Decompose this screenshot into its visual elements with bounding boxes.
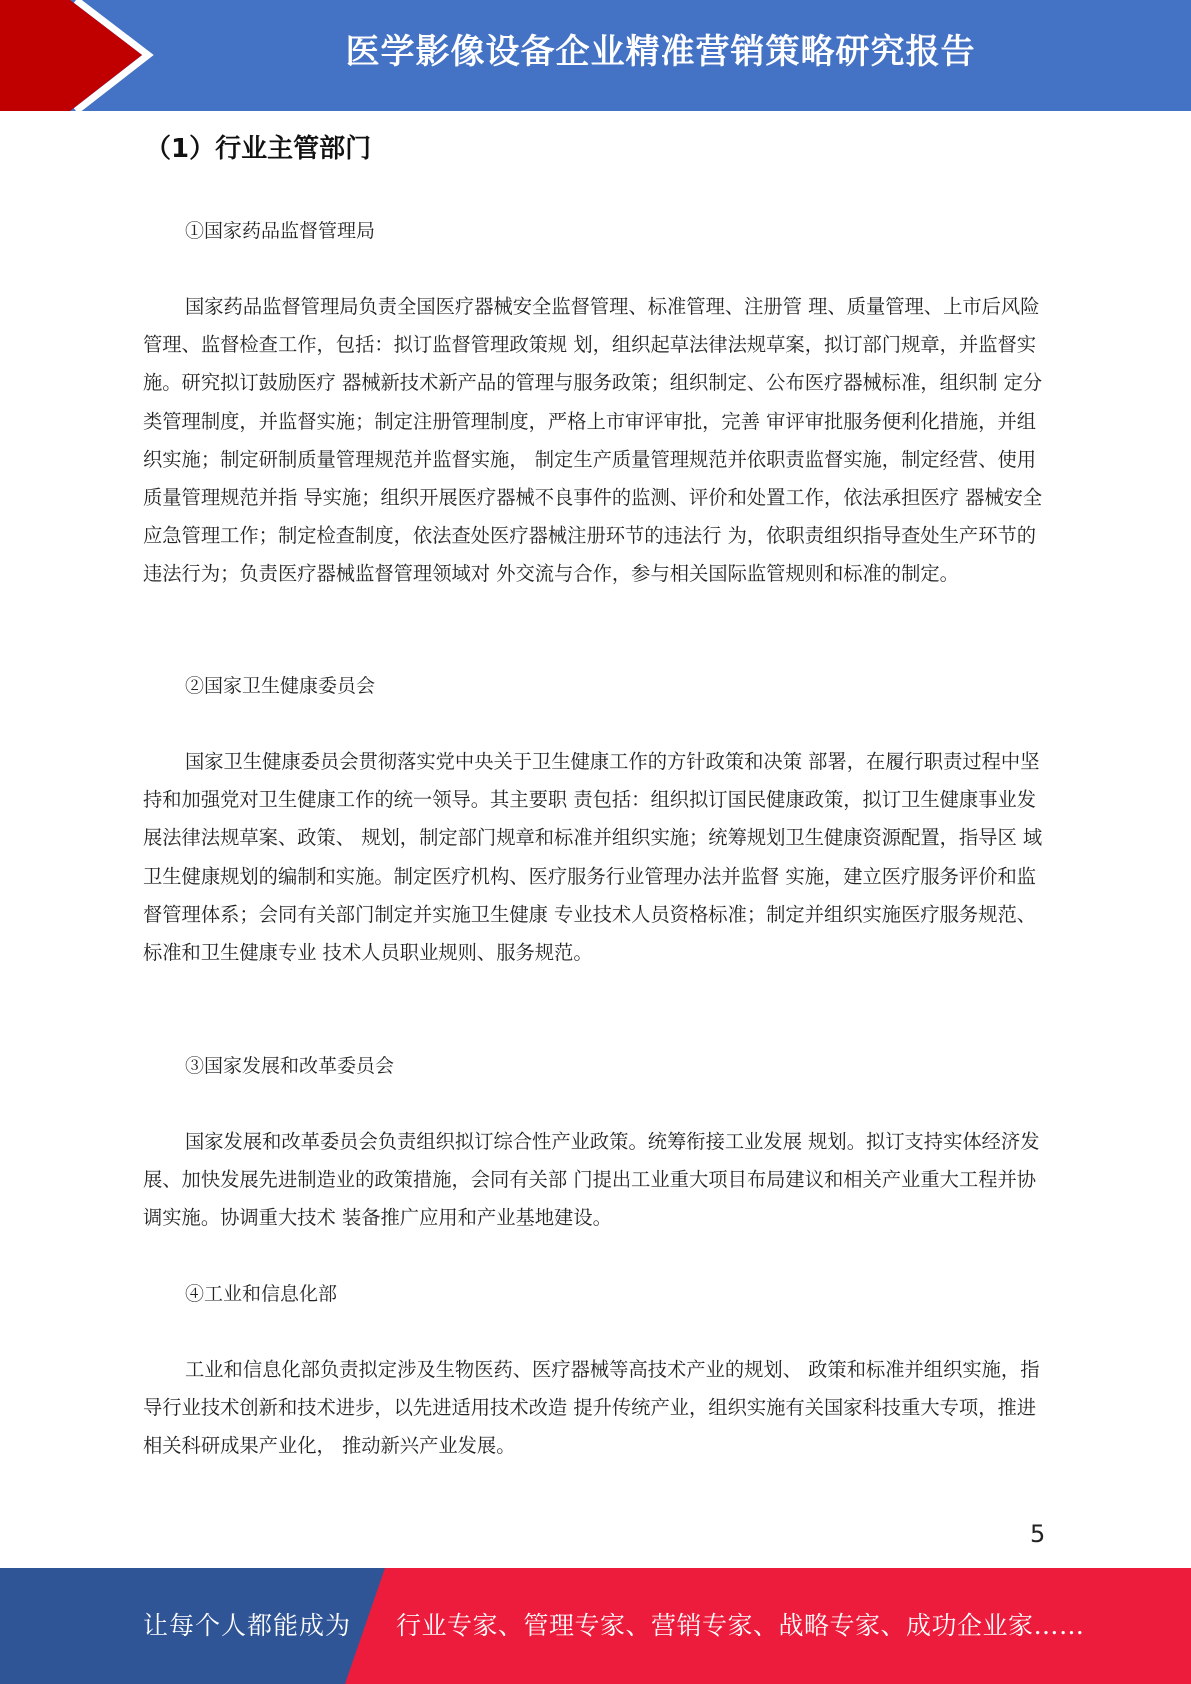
header-red-arrow bbox=[0, 0, 142, 111]
subheading-ndrc: ③国家发展和改革委员会 bbox=[185, 1055, 395, 1077]
page-number: 5 bbox=[1030, 1520, 1046, 1548]
paragraph-nhc: 国家卫生健康委员会贯彻落实党中央关于卫生健康工作的方针政策和决策 部署，在履行职责过程中坚持和加强党对卫生健康工作的统一领导。其主要职 责包括：组织拟订国民健康政策，拟订卫生健康事业发展法律法规草案、政策、 规划，制定部门规章和标准并组织实施；统筹规划卫生健康资源配置，指导区 域卫生健康规划的编制和实施。制定医疗机构、医疗服务行业管理办法并监督 实施，建立医疗服务评价和监督管理体系；会同有关部门制定并实施卫生健康 专业技术人员资格标准；制定并组织实施医疗服务规范、标准和卫生健康专业 技术人员职业规则、服务规范。 bbox=[143, 750, 1043, 965]
page-header bbox=[0, 0, 1191, 111]
report-title: 医学影像设备企业精准营销策略研究报告 bbox=[345, 32, 976, 72]
subheading-nhc: ②国家卫生健康委员会 bbox=[185, 675, 376, 697]
paragraph-ndrc: 国家发展和改革委员会负责组织拟订综合性产业政策。统筹衔接工业发展 规划。拟订支持实体经济发展、加快发展先进制造业的政策措施，会同有关部 门提出工业重大项目布局建议和相关产业重大工程并协调实施。协调重大技术 装备推广应用和产业基地建设。 bbox=[143, 1130, 1040, 1230]
subheading-miit: ④工业和信息化部 bbox=[185, 1283, 338, 1305]
page-footer bbox=[0, 1568, 1191, 1684]
subheading-nmpa: ①国家药品监督管理局 bbox=[185, 220, 376, 242]
paragraph-miit: 工业和信息化部负责拟定涉及生物医药、医疗器械等高技术产业的规划、 政策和标准并组织实施，指导行业技术创新和技术进步，以先进适用技术改造 提升传统产业，组织实施有关国家科技重大专项，推进相关科研成果产业化， 推动新兴产业发展。 bbox=[143, 1358, 1040, 1458]
section-heading: （1）行业主管部门 bbox=[145, 134, 372, 164]
footer-slogan-left: 让每个人都能成为 bbox=[143, 1611, 352, 1640]
footer-slogan-right: 行业专家、管理专家、营销专家、战略专家、成功企业家…… bbox=[396, 1611, 1085, 1640]
paragraph-nmpa: 国家药品监督管理局负责全国医疗器械安全监督管理、标准管理、注册管 理、质量管理、上市后风险管理、监督检查工作，包括：拟订监督管理政策规 划，组织起草法律法规草案，拟订部门规章，并监督实施。研究拟订鼓励医疗 器械新技术新产品的管理与服务政策；组织制定、公布医疗器械标准，组织制 定分类管理制度，并监督实施；制定注册管理制度，严格上市审评审批，完善 审评审批服务便利化措施，并组织实施；制定研制质量管理规范并监督实施， 制定生产质量管理规范并依职责监督实施，制定经营、使用质量管理规范并指 导实施；组织开展医疗器械不良事件的监测、评价和处置工作，依法承担医疗 器械安全应急管理工作；制定检查制度，依法查处医疗器械注册环节的违法行 为，依职责组织指导查处生产环节的违法行为；负责医疗器械监督管理领域对 外交流与合作，参与相关国际监管规则和标准的制定。 bbox=[143, 295, 1043, 586]
